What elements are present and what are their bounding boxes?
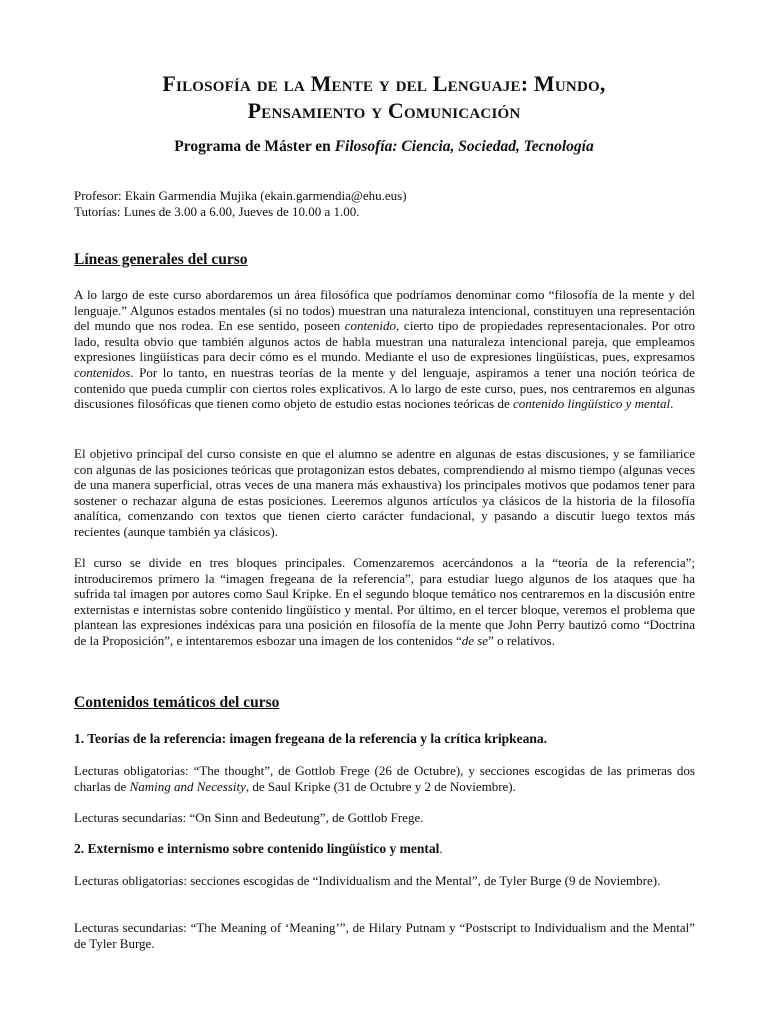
paragraph-intro-text-c: . Por lo tanto, en nuestras teorías de la mente y del lenguaje, aspiramos a tener una noción teórica de contenido que pueda cumplir con ciertos roles explicativos. A lo largo de este curso, pues, nos centraremos en algunas discusiones filosóficas que tienen como objeto de estudio estas nociones teóricas de [74, 364, 695, 412]
professor-line: Profesor: Ekain Garmendia Mujika (ekain.garmendia@ehu.eus) [74, 188, 407, 203]
paragraph-objetivo: El objetivo principal del curso consiste en que el alumno se adentre en algunas de estas discusiones, y se familiarice con algunas de las posiciones teóricas que protagonizan estos debates, comprendiendo al mismo tiempo (algunas veces de una manera superficial, otras veces de una manera más exhaustiva) los principales motivos que podamos tener para sostener o rechazar alguna de estas posiciones. Leeremos algunos artículos ya clásicos de la historia de la filosofía analítica, comenzando con textos que tienen cierto carácter fundacional, y pasando a discutir luego textos más recientes (aunque también ya clásicos). [74, 446, 695, 539]
document-title [60, 70, 708, 124]
emphasis-naming-and-necessity: Naming and Necessity [129, 778, 246, 794]
topic-2-lecturas-secundarias: Lecturas secundarias: “The Meaning of ‘Meaning’”, de Hilary Putnam y “Postscript to Individualism and the Mental” de Tyler Burge. [74, 920, 695, 951]
tutorias-line: Tutorías: Lunes de 3.00 a 6.00, Jueves de 10.00 a 1.00. [74, 203, 360, 219]
topic-2-heading [74, 841, 695, 857]
topic-2-heading-period: . [439, 841, 443, 856]
paragraph-intro [74, 287, 695, 412]
section-heading-lineas-generales: Líneas generales del curso [74, 251, 248, 268]
emphasis-de-se: de se [461, 632, 489, 648]
paragraph-intro-text-b: , cierto tipo de propiedades representacionales. Por otro lado, resulta obvio que también algunos actos de habla muestran una naturaleza intencional pareja, que empleamos expresiones lingüísticas para decir cómo es el mundo. Mediante el uso de expresiones lingüísticas, pues, expresamos [74, 318, 695, 365]
section-heading-contenidos-tematicos: Contenidos temáticos del curso [74, 694, 280, 711]
emphasis-contenidos: contenidos [74, 364, 131, 380]
subtitle-prefix: Programa de Máster en [174, 138, 335, 155]
title-line-2: Pensamiento y Comunicación [247, 98, 521, 123]
course-info [74, 188, 695, 219]
title-line-1: Filosofía de la Mente y del Lenguaje: Mundo, [162, 71, 606, 96]
program-subtitle [60, 138, 708, 156]
topic-1-oblig-text-b: , de Saul Kripke (31 de Octubre y 2 de Noviembre). [245, 778, 516, 794]
topic-2-heading-text: 2. Externismo e internismo sobre contenido lingüístico y mental [74, 841, 440, 856]
paragraph-intro-text-a: A lo largo de este curso abordaremos un área filosófica que podríamos denominar como “filosofía de la mente y del lenguaje.” Algunos estados mentales (si no todos) muestran una naturaleza intencional, constituyen una representación del mundo que nos rodea. En ese sentido, poseen [74, 287, 695, 334]
paragraph-intro-text-d: . [670, 396, 674, 412]
paragraph-bloques-text-a: El curso se divide en tres bloques principales. Comenzaremos acercándonos a la “teoría de la referencia”; introduciremos primero la “imagen fregeana de la referencia”, para estudiar luego algunos de los ataques que ha sufrida tal imagen por autores como Saul Kripke. En el segundo bloque temático nos centraremos en la discusión entre externistas e internistas sobre contenido lingüístico y mental. Por último, en el tercer bloque, veremos el problema que plantean las expresiones indéxicas para una posición en filosofía de la mente que John Perry bautizó como “Doctrina de la Proposición”, e intentaremos esbozar una imagen de los contenidos “ [74, 555, 695, 648]
topic-1-heading: 1. Teorías de la referencia: imagen fregeana de la referencia y la crítica kripkeana. [74, 731, 548, 746]
paragraph-bloques-text-b: ” o relativos. [488, 632, 555, 648]
topic-2-lecturas-obligatorias: Lecturas obligatorias: secciones escogidas de “Individualism and the Mental”, de Tyler Burge (9 de Noviembre). [74, 873, 661, 888]
paragraph-bloques [74, 555, 695, 649]
subtitle-program-name: Filosofía: Ciencia, Sociedad, Tecnología [334, 138, 594, 155]
topic-1-lecturas-obligatorias [74, 763, 695, 794]
topic-1-oblig-text-a: Lecturas obligatorias: “The thought”, de Gottlob Frege (26 de Octubre), y secciones escogidas de las primeras dos charlas de [74, 763, 695, 794]
emphasis-contenido-linguistico: contenido lingüístico y mental [513, 396, 671, 412]
emphasis-contenido: contenido [344, 318, 397, 334]
topic-1-lecturas-secundarias: Lecturas secundarias: “On Sinn and Bedeutung”, de Gottlob Frege. [74, 810, 424, 825]
